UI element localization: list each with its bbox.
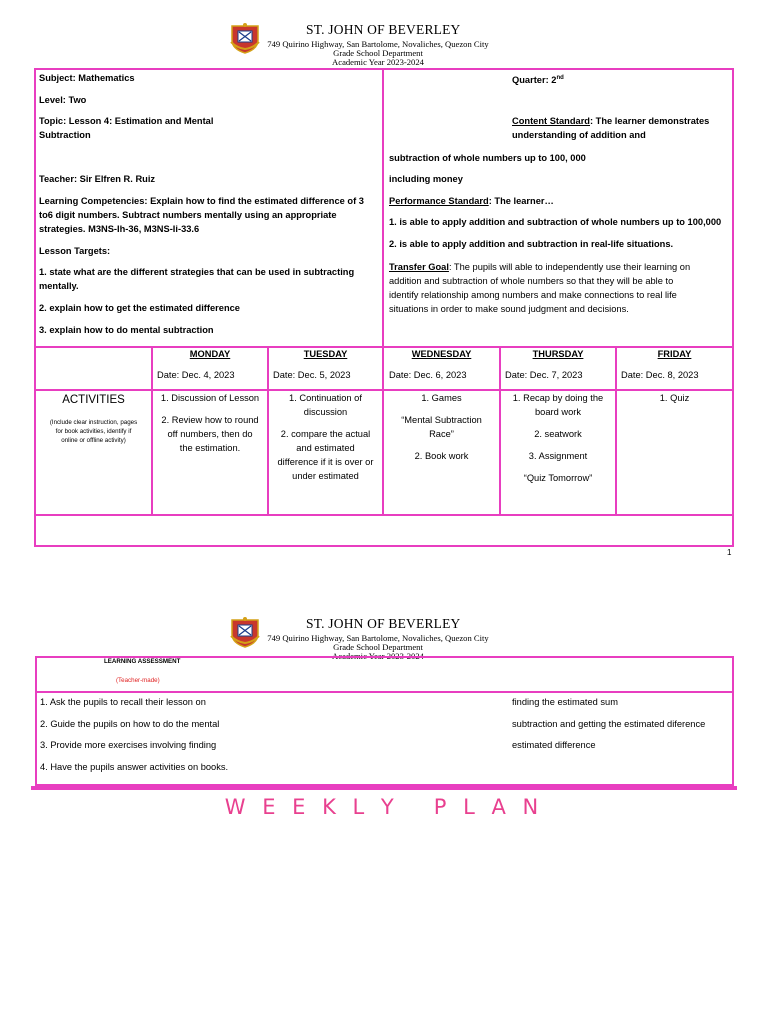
footer-rule <box>31 786 737 790</box>
activity-item: under estimated <box>292 471 359 481</box>
assessment-subtitle: (Teacher-made) <box>116 677 160 684</box>
activity-item: “Quiz Tomorrow” <box>523 473 593 483</box>
school-name: ST. JOHN OF BEVERLEY <box>306 22 461 37</box>
activity-item: 2. Book work <box>414 451 469 461</box>
assessment-divider <box>35 691 734 693</box>
activity-item: 1. Recap by doing the <box>512 393 604 403</box>
transfer-goal-2: addition and subtraction of whole numbers so that they will be able to <box>389 276 674 286</box>
quarter: Quarter: 2nd <box>512 75 564 86</box>
competencies: Learning Competencies: Explain how to find the estimated difference of 3 <box>39 196 364 206</box>
school-crest-logo <box>229 22 261 54</box>
assessment-item-cont: estimated difference <box>512 740 596 750</box>
assessment-item-cont: finding the estimated sum <box>512 697 618 707</box>
activity-item: off numbers, then do <box>167 429 253 439</box>
school-address: 749 Quirino Highway, San Bartolome, Novaliches, Quezon City <box>267 633 489 643</box>
content-standard-2: understanding of addition and <box>512 130 646 140</box>
school-crest-logo <box>229 616 261 648</box>
day-name: WEDNESDAY <box>411 349 472 359</box>
day-name: MONDAY <box>189 349 231 359</box>
activity-item: 3. Assignment <box>528 451 588 461</box>
transfer-goal: Transfer Goal: The pupils will able to independently use their learning on <box>389 262 691 272</box>
activity-item: 2. Review how to round <box>161 415 259 425</box>
activity-item: and estimated <box>296 443 355 453</box>
activity-item: “Mental Subtraction <box>401 415 482 425</box>
schedule-bottom-line <box>34 514 734 516</box>
assessment-item: 3. Provide more exercises involving finding <box>40 740 217 750</box>
target-3: 3. explain how to do mental subtraction <box>39 325 214 335</box>
academic-year: Academic Year 2023-2024 <box>332 651 424 661</box>
assessment-item-cont: subtraction and getting the estimated diference <box>512 719 706 729</box>
competencies-2: to6 digit numbers. Subtract numbers mentally using an appropriate <box>39 210 337 220</box>
activity-item: the estimation. <box>179 443 241 453</box>
assessment-item: 2. Guide the pupils on how to do the mental <box>40 719 220 729</box>
weekly-plan-title: W E E K L Y P L A N <box>224 795 544 819</box>
activity-item: 1. Quiz <box>659 393 690 403</box>
level: Level: Two <box>39 95 87 105</box>
activity-item: Race” <box>429 429 454 439</box>
lesson-targets: Lesson Targets: <box>39 246 111 256</box>
activity-item: board work <box>535 407 581 417</box>
page-number: 1 <box>727 548 732 557</box>
day-date: Date: Dec. 8, 2023 <box>621 370 699 380</box>
transfer-goal-3: identify relationship among numbers and make connections to real life <box>389 290 677 300</box>
activities-label: ACTIVITIES <box>62 394 125 406</box>
transfer-goal-4: situations in order to make sound judgment and decisions. <box>389 304 629 314</box>
topic-cont: Subtraction <box>39 130 91 140</box>
day-name: THURSDAY <box>532 349 584 359</box>
activity-item: 1. Games <box>421 393 462 403</box>
content-standard: Content Standard: The learner demonstrates <box>512 116 710 126</box>
school-name: ST. JOHN OF BEVERLEY <box>306 616 461 631</box>
competencies-3: strategies. M3NS-Ih-36, M3NS-Ii-33.6 <box>39 224 200 234</box>
performance-standard: Performance Standard: The learner… <box>389 196 554 206</box>
content-standard-3: subtraction of whole numbers up to 100, 000 <box>389 153 586 163</box>
day-name: FRIDAY <box>657 349 692 359</box>
activity-item: 1. Continuation of <box>289 393 362 403</box>
topic: Topic: Lesson 4: Estimation and Mental <box>39 116 214 126</box>
school-department: Grade School Department <box>333 48 423 58</box>
activity-item: difference if it is over or <box>277 457 374 467</box>
target-1-cont: mentally. <box>39 281 79 291</box>
col-divider <box>615 346 617 516</box>
assessment-item: 1. Ask the pupils to recall their lesson on <box>40 697 206 707</box>
activity-item: 2. seatwork <box>534 429 582 439</box>
assessment-item: 4. Have the pupils answer activities on books. <box>40 762 229 772</box>
academic-year: Academic Year 2023-2024 <box>332 57 424 67</box>
activity-item: discussion <box>303 407 348 417</box>
assessment-title: LEARNING ASSESSMENT <box>104 658 181 665</box>
activities-note-2: for book activities, identify if <box>55 428 132 435</box>
day-date: Date: Dec. 4, 2023 <box>157 370 235 380</box>
schedule-header-line <box>34 389 734 391</box>
day-date: Date: Dec. 6, 2023 <box>389 370 467 380</box>
target-2: 2. explain how to get the estimated difference <box>39 303 240 313</box>
school-address: 749 Quirino Highway, San Bartolome, Novaliches, Quezon City <box>267 39 489 49</box>
activities-note: (Include clear instruction, pages <box>49 419 138 426</box>
content-standard-4: including money <box>389 174 463 184</box>
performance-1: 1. is able to apply addition and subtraction of whole numbers up to 100,000 <box>389 217 722 227</box>
teacher: Teacher: Sir Elfren R. Ruiz <box>39 174 156 184</box>
day-date: Date: Dec. 7, 2023 <box>505 370 583 380</box>
performance-2: 2. is able to apply addition and subtraction in real-life situations. <box>389 239 674 249</box>
activity-item: 2. compare the actual <box>280 429 371 439</box>
day-name: TUESDAY <box>303 349 348 359</box>
info-divider <box>382 68 384 348</box>
activity-item: 1. Discussion of Lesson <box>160 393 260 403</box>
school-department: Grade School Department <box>333 642 423 652</box>
target-1: 1. state what are the different strategies that can be used in subtracting <box>39 267 355 277</box>
activities-note-3: online or offline activity) <box>61 437 126 444</box>
subject: Subject: Mathematics <box>39 73 135 83</box>
day-date: Date: Dec. 5, 2023 <box>273 370 351 380</box>
